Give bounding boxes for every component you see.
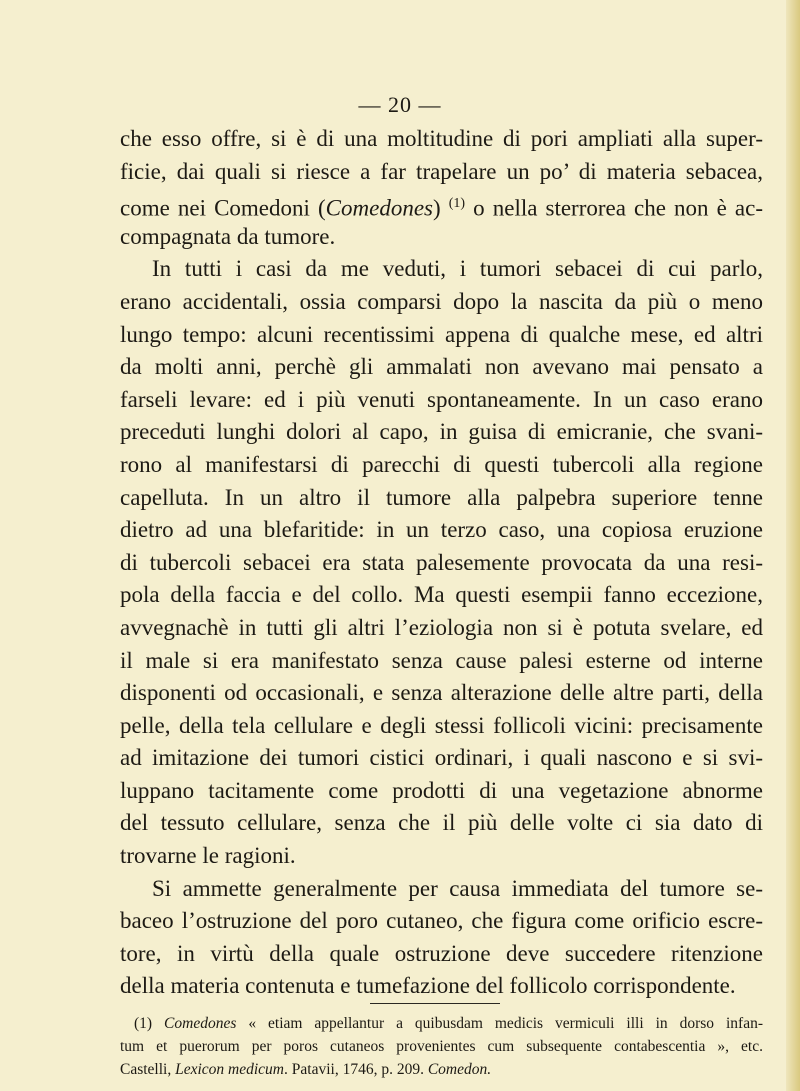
text-line: Si ammette generalmente per causa immediata del tumore se- (152, 875, 763, 901)
footnote-line (120, 1012, 763, 1035)
text-line: ad imitazione dei tumori cistici ordinari, i quali nascono e si svi- (120, 745, 763, 771)
text-line: ficie, dai quali si riesce a far trapelare un po’ di materia sebacea, (120, 158, 763, 184)
text-line: compagnata da tumore. (120, 223, 336, 249)
text-line: il male si era manifestato senza cause palesi esterne od interne (120, 647, 763, 673)
text-line: avvegnachè in tutti gli altri l’eziologia non si è potuta svelare, ed (120, 614, 763, 640)
text-line: pelle, della tela cellulare e degli stessi follicoli vicini: precisamente (120, 712, 763, 738)
text-line: dietro ad una blefaritide: in un terzo caso, una copiosa eruzione (120, 517, 763, 543)
text-fragment: ) (432, 195, 449, 221)
text-fragment: o nella sterrorea che non è ac- (465, 195, 763, 221)
text-line: baceo l’ostruzione del poro cutaneo, che figura come orificio escre- (120, 908, 763, 934)
text-line: preceduti lunghi dolori al capo, in guisa di emicranie, che svani- (120, 419, 763, 445)
page-number: — 20 — (358, 92, 442, 117)
footnote-marker: (1) (134, 1015, 153, 1032)
text-fragment: come nei Comedoni ( (120, 195, 326, 221)
footnote-term: Comedones (164, 1015, 237, 1032)
text-line-with-note (120, 188, 763, 221)
footnote-reference: (1) (448, 196, 466, 212)
footnote-divider (370, 1003, 500, 1004)
text-line: In tutti i casi da me veduti, i tumori sebacei di cui parlo, (152, 256, 763, 282)
text-line: luppano tacitamente come prodotti di una vegetazione abnorme (120, 777, 763, 803)
text-line: di tubercoli sebacei era stata palesemente provocata da una resi- (120, 549, 763, 575)
text-line: del tessuto cellulare, senza che il più delle volte ci sia dato di (120, 810, 763, 836)
italic-term: Comedones (325, 195, 433, 221)
text-line: della materia contenuta e tumefazione del follicolo corrispondente. (120, 973, 736, 999)
book-title: Lexicon medicum (175, 1061, 285, 1078)
text-line: trovarne le ragioni. (120, 843, 296, 869)
text-line: tore, in virtù della quale ostruzione deve succedere ritenzione (120, 940, 763, 966)
text-line: da molti anni, perchè gli ammalati non avevano mai pensato a (120, 354, 763, 380)
text-line: rono al manifestarsi di parecchi di questi tubercoli alla regione (120, 451, 763, 477)
page-edge (786, 0, 800, 1091)
text-line: lungo tempo: alcuni recentissimi appena di qualche mese, ed altri (120, 321, 763, 347)
text-line: capelluta. In un altro il tumore alla palpebra superiore tenne (120, 484, 763, 510)
text-line: disponenti od occasionali, e senza alterazione delle altre parti, della (120, 680, 763, 706)
footnote-line: tum et puerorum per poros cutaneos provenientes cum subsequente contabescentia », etc. (120, 1038, 763, 1055)
footnote (120, 1012, 763, 1081)
text-fragment: . Patavii, 1746, p. 209. (284, 1061, 428, 1078)
text-line: che esso offre, si è di una moltitudine di pori ampliati alla super- (120, 126, 763, 151)
entry-title: Comedon. (427, 1061, 492, 1078)
body-text (120, 123, 763, 1003)
text-line: erano accidentali, ossia comparsi dopo la nascita da più o meno (120, 288, 763, 314)
footnote-line (120, 1058, 763, 1081)
text-fragment: « etiam appellantur a quibusdam medicis vermiculi illi in dorso infan- (236, 1015, 763, 1032)
text-line: pola della faccia e del collo. Ma questi esempii fanno eccezione, (120, 582, 763, 608)
text-line: farseli levare: ed i più venuti spontaneamente. In un caso erano (120, 386, 763, 412)
text-fragment: Castelli, (120, 1061, 176, 1078)
